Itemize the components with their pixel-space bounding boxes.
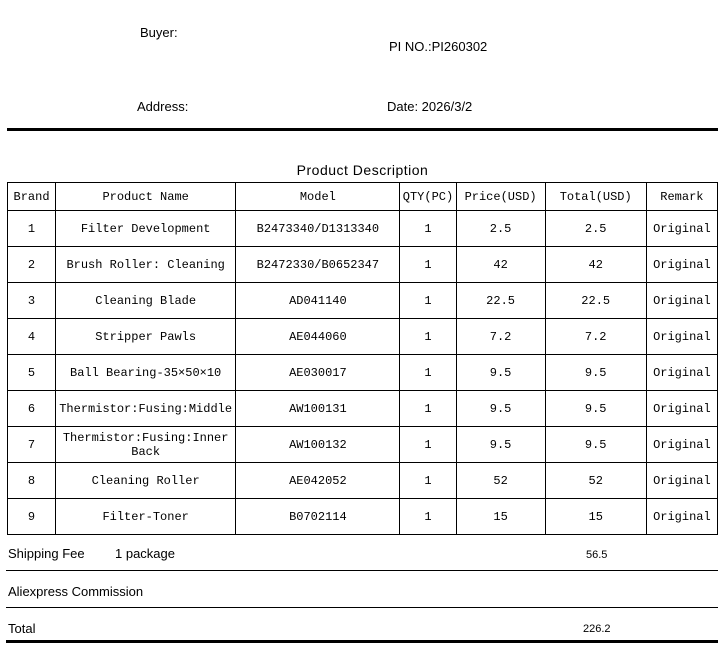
table-cell: Original [646,247,717,283]
table-cell: Original [646,211,717,247]
table-cell: Original [646,427,717,463]
top-rule-divider [7,128,718,131]
table-cell: AE044060 [236,319,400,355]
table-cell: 3 [8,283,56,319]
commission-rule-divider [6,607,718,608]
table-cell: 7.2 [545,319,646,355]
table-cell: 9.5 [545,355,646,391]
table-cell: Cleaning Blade [56,283,236,319]
table-cell: 1 [400,391,456,427]
table-row [8,211,718,247]
table-cell: 2.5 [456,211,545,247]
table-cell: Original [646,355,717,391]
table-cell: 1 [400,355,456,391]
product-table [7,160,718,535]
table-cell: Ball Bearing-35×50×10 [56,355,236,391]
table-cell: AW100131 [236,391,400,427]
table-cell: 9 [8,499,56,535]
table-header-row [8,183,718,211]
column-header: Price(USD) [456,183,545,211]
table-cell: Thermistor:Fusing:Middle [56,391,236,427]
table-cell: AW100132 [236,427,400,463]
shipping-fee-amount: 56.5 [586,549,608,561]
table-cell: AE042052 [236,463,400,499]
table-cell: 1 [400,463,456,499]
table-cell: Original [646,283,717,319]
table-cell: Brush Roller: Cleaning [56,247,236,283]
column-header: Remark [646,183,717,211]
commission-label: Aliexpress Commission [8,584,144,599]
shipping-fee-label: Shipping Fee [8,546,85,561]
date-value: Date: 2026/3/2 [387,99,473,114]
table-cell: 7.2 [456,319,545,355]
table-cell: Original [646,391,717,427]
table-row [8,463,718,499]
table-cell: 1 [400,247,456,283]
table-cell: 9.5 [456,391,545,427]
table-row [8,391,718,427]
table-row [8,247,718,283]
bottom-rule-divider [6,640,718,643]
table-cell: 1 [400,427,456,463]
column-header: Product Name [56,183,236,211]
shipping-fee-qty: 1 package [115,546,175,561]
table-cell: Cleaning Roller [56,463,236,499]
total-label: Total [8,621,36,636]
table-cell: Original [646,319,717,355]
table-cell: 2 [8,247,56,283]
table-cell: 15 [456,499,545,535]
column-header: QTY(PC) [400,183,456,211]
table-cell: 5 [8,355,56,391]
table-cell: AE030017 [236,355,400,391]
table-cell: 15 [545,499,646,535]
table-cell: 9.5 [545,427,646,463]
table-cell: 22.5 [545,283,646,319]
table-cell: 9.5 [456,355,545,391]
table-cell: 9.5 [456,427,545,463]
table-title: Product Description [8,160,718,183]
total-amount: 226.2 [583,623,611,635]
table-cell: B2473340/D1313340 [236,211,400,247]
table-cell: 1 [400,211,456,247]
table-row [8,319,718,355]
table-cell: 1 [400,499,456,535]
table-cell: Filter Development [56,211,236,247]
table-cell: 52 [545,463,646,499]
table-cell: Thermistor:Fusing:Inner Back [56,427,236,463]
table-title-row [8,160,718,183]
address-label: Address: [137,99,189,114]
shipping-rule-divider [6,570,718,571]
table-body [8,211,718,535]
table-cell: 7 [8,427,56,463]
table-cell: 1 [8,211,56,247]
column-header: Total(USD) [545,183,646,211]
table-cell: 22.5 [456,283,545,319]
column-header: Model [236,183,400,211]
table-cell: Stripper Pawls [56,319,236,355]
table-cell: 4 [8,319,56,355]
table-cell: 42 [456,247,545,283]
table-cell: 8 [8,463,56,499]
table-row [8,499,718,535]
table-cell: B2472330/B0652347 [236,247,400,283]
column-header: Brand [8,183,56,211]
table-cell: 2.5 [545,211,646,247]
table-cell: 6 [8,391,56,427]
table-row [8,427,718,463]
table-cell: Filter-Toner [56,499,236,535]
table-cell: 9.5 [545,391,646,427]
table-cell: 42 [545,247,646,283]
pi-number: PI NO.:PI260302 [389,39,488,54]
table-cell: Original [646,499,717,535]
table-cell: 52 [456,463,545,499]
table-row [8,355,718,391]
table-row [8,283,718,319]
table-cell: AD041140 [236,283,400,319]
table-cell: 1 [400,319,456,355]
buyer-label: Buyer: [140,25,178,40]
table-cell: Original [646,463,717,499]
table-cell: 1 [400,283,456,319]
table-cell: B0702114 [236,499,400,535]
